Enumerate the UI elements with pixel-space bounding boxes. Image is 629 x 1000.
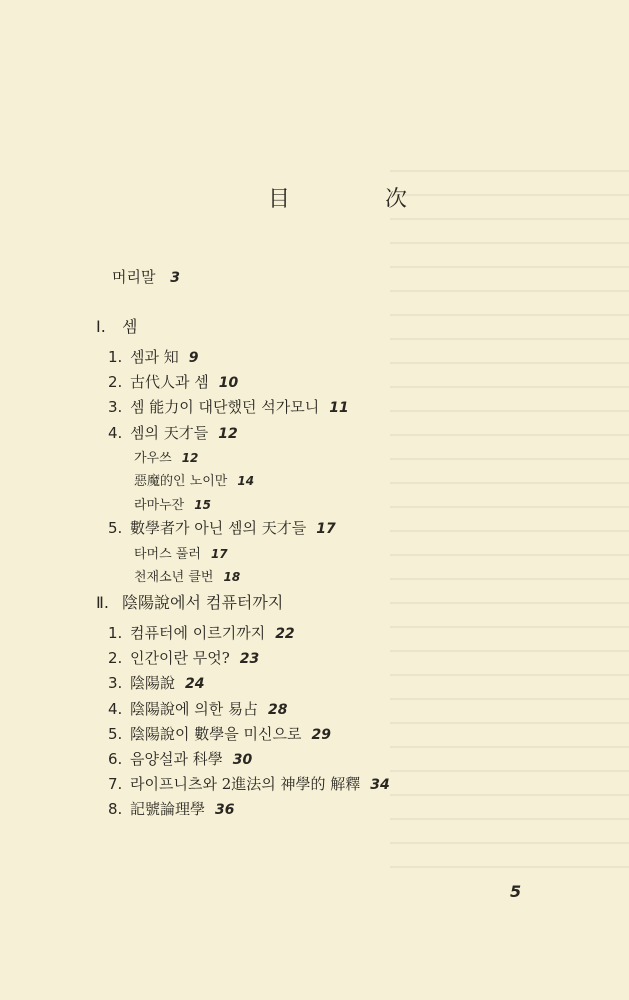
- toc-entry: [108, 517, 336, 538]
- toc-entry: [108, 773, 390, 794]
- entry-title: 컴퓨터에 이르기까지: [130, 624, 266, 642]
- entry-number: 7.: [108, 775, 123, 794]
- toc-entry: [108, 346, 199, 367]
- entry-title: 음양설과 科學: [130, 750, 223, 768]
- entry-page: 10: [218, 375, 239, 392]
- entry-title: 數學者가 아닌 셈의 天才들: [130, 519, 307, 538]
- entry-page: 14: [237, 474, 255, 489]
- toc-entry: [108, 371, 238, 392]
- preface-entry: [112, 266, 180, 287]
- entry-number: 4.: [108, 699, 123, 718]
- entry-page: 12: [218, 425, 238, 442]
- toc-entry: [108, 672, 205, 693]
- toc-subentry: [134, 494, 211, 513]
- entry-page: 28: [268, 701, 288, 718]
- entry-number: 3.: [108, 674, 123, 693]
- entry-page: 15: [194, 497, 211, 512]
- entry-page: 24: [185, 676, 205, 693]
- toc-entry: [108, 698, 288, 719]
- entry-title: 셈과 知: [130, 348, 179, 366]
- entry-number: 3.: [108, 398, 123, 417]
- entry-title: 陰陽說: [130, 674, 176, 693]
- entry-number: 1.: [108, 624, 123, 642]
- entry-number: 2.: [108, 373, 123, 392]
- entry-page: 30: [232, 752, 253, 768]
- entry-page: 34: [370, 777, 390, 794]
- entry-page: 22: [275, 626, 295, 642]
- toc-subentry: [134, 447, 198, 466]
- entry-title: 古代人과 셈: [130, 373, 209, 392]
- toc-entry: [108, 748, 252, 769]
- entry-title: 라마누잔: [134, 497, 185, 513]
- entry-number: 6.: [108, 750, 123, 768]
- page-number: 5: [510, 882, 522, 901]
- entry-number: 5.: [108, 519, 123, 538]
- toc-entry: [108, 647, 259, 668]
- part-title: 陰陽說에서 컴퓨터까지: [122, 593, 284, 612]
- part-heading: [96, 314, 137, 337]
- bleed-through: [390, 170, 629, 870]
- entry-title: 惡魔的인 노이만: [134, 474, 228, 490]
- preface-label: 머리말: [112, 268, 156, 286]
- entry-title: 셈의 天才들: [130, 423, 209, 442]
- entry-page: 12: [181, 450, 199, 465]
- toc-entry: [108, 396, 349, 417]
- part-number: Ⅱ.: [96, 593, 109, 612]
- entry-page: 18: [223, 570, 241, 584]
- entry-title: 천재소년 클번: [134, 570, 214, 585]
- toc-entry: [108, 798, 235, 819]
- page-title: 目 次: [268, 187, 451, 212]
- entry-title: 가우쓰: [134, 450, 172, 466]
- toc-subentry: [134, 566, 240, 585]
- part-heading: [96, 590, 283, 613]
- entry-number: 2.: [108, 649, 123, 668]
- entry-page: 17: [316, 521, 336, 538]
- entry-number: 8.: [108, 800, 123, 819]
- entry-title: 記號論理學: [130, 800, 206, 819]
- preface-page: 3: [170, 270, 181, 286]
- entry-page: 17: [210, 546, 228, 561]
- entry-title: 셈 能力이 대단했던 석가모니: [130, 398, 320, 417]
- entry-page: 29: [311, 726, 331, 743]
- entry-title: 인간이란 무엇?: [130, 649, 230, 668]
- entry-number: 1.: [108, 348, 123, 366]
- entry-page: 9: [188, 350, 199, 366]
- toc-entry: [108, 723, 331, 744]
- toc-entry: [108, 422, 238, 443]
- part-title: 셈: [122, 317, 138, 336]
- entry-page: 11: [329, 400, 349, 417]
- entry-title: 타머스 풀러: [134, 546, 201, 562]
- entry-number: 5.: [108, 724, 123, 743]
- toc-entry: [108, 622, 295, 643]
- entry-title: 陰陽說이 數學을 미신으로: [130, 724, 302, 743]
- toc-subentry: [134, 470, 254, 489]
- entry-title: 陰陽說에 의한 易占: [130, 699, 259, 718]
- entry-page: 36: [215, 802, 235, 819]
- toc-subentry: [134, 543, 228, 562]
- entry-title: 라이프니츠와 2進法의 神學的 解釋: [130, 775, 361, 794]
- part-number: Ⅰ.: [96, 317, 106, 336]
- entry-page: 23: [239, 651, 260, 668]
- entry-number: 4.: [108, 423, 123, 442]
